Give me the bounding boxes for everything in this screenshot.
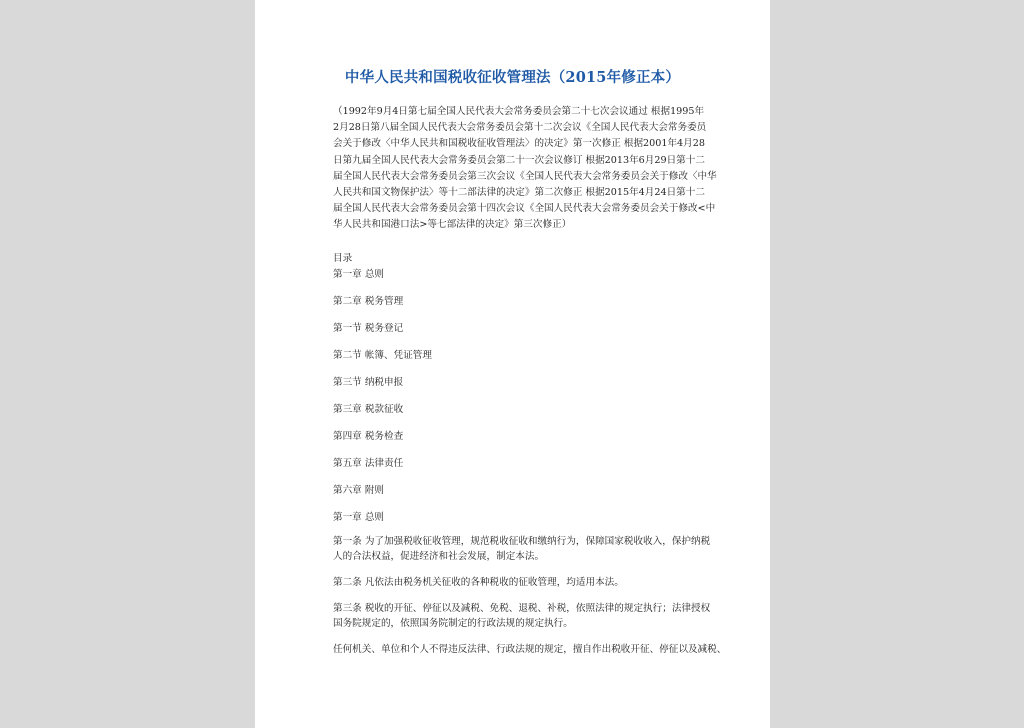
preamble-line: 人民共和国文物保护法〉等十二部法律的决定》第二次修正 根据2015年4月24日第十二 (333, 186, 705, 198)
preamble-line: （1992年9月4日第七届全国人民代表大会常务委员会第二十七次会议通过 根据1995年 (333, 106, 705, 117)
toc-item: 第四章 税务检查 (333, 431, 404, 442)
toc-item: 第二节 帐簿、凭证管理 (333, 350, 432, 361)
preamble-line: 华人民共和国港口法>等七部法律的决定》第三次修正） (333, 219, 572, 231)
toc-item: 第三章 税款征收 (333, 404, 404, 415)
article-1 (333, 534, 711, 564)
article-line: 国务院规定的，依照国务院制定的行政法规的规定执行。 (333, 618, 573, 629)
article-3-paragraph-2 (333, 642, 727, 657)
document-title: 中华人民共和国税收征收管理法（2015年修正本） (344, 69, 681, 86)
article-line: 第一条 为了加强税收征收管理，规范税收征收和缴纳行为，保障国家税收收入，保护纳税 (333, 536, 711, 547)
toc-item: 第一章 总则 (333, 269, 385, 280)
document-page (255, 0, 770, 728)
preamble-line: 届全国人民代表大会常务委员会第十四次会议《全国人民代表大会常务委员会关于修改<中 (333, 203, 716, 215)
toc-heading: 目录 (333, 253, 353, 264)
preamble-line: 日第九届全国人民代表大会常务委员会第二十一次会议修订 根据2013年6月29日第十二 (333, 154, 705, 166)
toc-item: 第一节 税务登记 (333, 323, 404, 334)
chapter-heading: 第一章 总则 (333, 512, 385, 523)
preamble (333, 104, 717, 234)
toc-item: 第三节 纳税申报 (333, 377, 404, 388)
article-2 (333, 575, 701, 590)
preamble-line: 届全国人民代表大会常务委员会第三次会议《全国人民代表大会常务委员会关于修改〈中华 (333, 170, 717, 182)
article-line: 任何机关、单位和个人不得违反法律、行政法规的规定，擅自作出税收开征、停征以及减税、 (333, 644, 727, 655)
article-line: 第三条 税收的开征、停征以及减税、免税、退税、补税，依照法律的规定执行；法律授权 (333, 603, 711, 614)
preamble-line: 2月28日第八届全国人民代表大会常务委员会第十二次会议《全国人民代表大会常务委员 (333, 122, 707, 134)
toc-item: 第二章 税务管理 (333, 296, 404, 307)
article-3 (333, 601, 711, 631)
toc-item: 第六章 附则 (333, 485, 385, 496)
article-line: 第二条 凡依法由税务机关征收的各种税收的征收管理，均适用本法。 (333, 577, 624, 588)
article-line: 人的合法权益，促进经济和社会发展，制定本法。 (333, 551, 545, 562)
preamble-line: 会关于修改〈中华人民共和国税收征收管理法〉的决定》第一次修正 根据2001年4月28 (333, 138, 705, 150)
toc-item: 第五章 法律责任 (333, 458, 404, 469)
